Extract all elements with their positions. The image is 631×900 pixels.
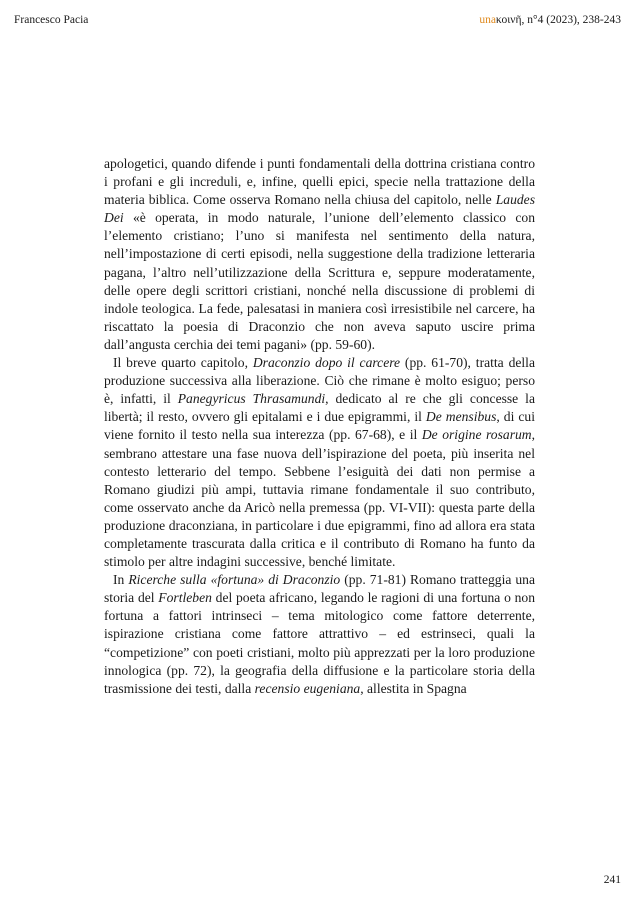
italic-text: Panegyricus Thrasamundi [177,391,326,407]
text-run: In [113,572,129,588]
text-run: , dedicato al re che gli concesse la libertà; il resto, ovvero gli epitalami e i due epigrammi, il [104,391,535,425]
article-body [104,155,535,698]
paragraph [104,571,535,698]
italic-text: Fortleben [158,590,212,606]
paragraph [104,354,535,571]
italic-text: Ricerche sulla «fortuna» di Draconzio [128,572,341,588]
journal-issue: , n°4 (2023), 238-243 [521,14,621,26]
text-run: Il breve quarto capitolo, [113,355,253,371]
text-run: «è operata, in modo naturale, l’unione dell’elemento classico con l’elemento cristiano; l’uno si manifesta nel sentimento della natura, nell’impostazione di certi episodi, nella suggestione della tradizione letteraria pagana, l’altro nell’utilizzazione della Scrittura e, seppure moderatamente, delle opere degli scrittori cristiani, nonché nella discussione di problemi di indole teologica. La fede, palesatasi in maniera così irresistibile nel carcere, ha riscattato la poesia di Draconzio che non aveva saputo uscire prima dall’angusta cerchia dei temi pagani» (pp. 59-60). [104,210,535,352]
italic-text: Draconzio dopo il carcere [252,355,401,371]
journal-brand-koine: κοινῆ [495,14,522,26]
text-run: , sembrano attestare una fase nuova dell’ispirazione del poeta, più inserita nel contesto letterario del tempo. Sebbene l’esiguità dei dati non permise a Romano giudizi più ampi, tuttavia rimane fondamentale il suo contributo, come osservato anche da Aricò nella premessa (pp. VI-VII): questa parte della produzione draconziana, in particolare i due epigrammi, fino ad allora era stata completamente trascurata dalla critica e il contributo di Romano ha funto da stimolo per altre indagini successive, benché limitate. [104,427,536,570]
text-run: , di cui viene fornito il testo nella sua interezza (pp. 67-68), e il [104,409,535,443]
text-run: (pp. 61-70), tratta della produzione successiva alla liberazione. Ciò che rimane è molto esiguo; perso è, infatti, il [104,355,535,407]
text-run: (pp. 71-81) Romano tratteggia una storia del [104,572,536,606]
page-number: 241 [603,874,621,886]
running-header-author: Francesco Pacia [14,14,89,26]
text-run: apologetici, quando difende i punti fondamentali della dottrina cristiana contro i profani e gli increduli, e, infine, quelli epici, specie nella trattazione della materia biblica. Come osserva Romano nella chiusa del capitolo, nelle [104,156,535,208]
italic-text: De mensibus [425,409,497,425]
italic-text: recensio eugeniana [254,680,361,696]
running-header-journal [479,14,621,26]
italic-text: Laudes Dei [104,192,535,226]
paragraph [104,155,535,354]
text-run: , allestita in Spagna [360,680,467,696]
italic-text: De origine rosarum [421,427,532,443]
running-header [14,14,621,32]
text-run: del poeta africano, legando le ragioni di una fortuna o non fortuna a fattori intrinseci – tema mitologico come fattore deterrente, ispirazione cristiana come fattore attrattivo – ed estrinseci, quali la “competizione” con poeti cristiani, molto più apprezzati per la loro produzione innologica (pp. 72), la geografia della diffusione e la particolare storia della trasmissione dei testi, dalla [104,590,536,696]
journal-brand-una: una [479,14,496,26]
